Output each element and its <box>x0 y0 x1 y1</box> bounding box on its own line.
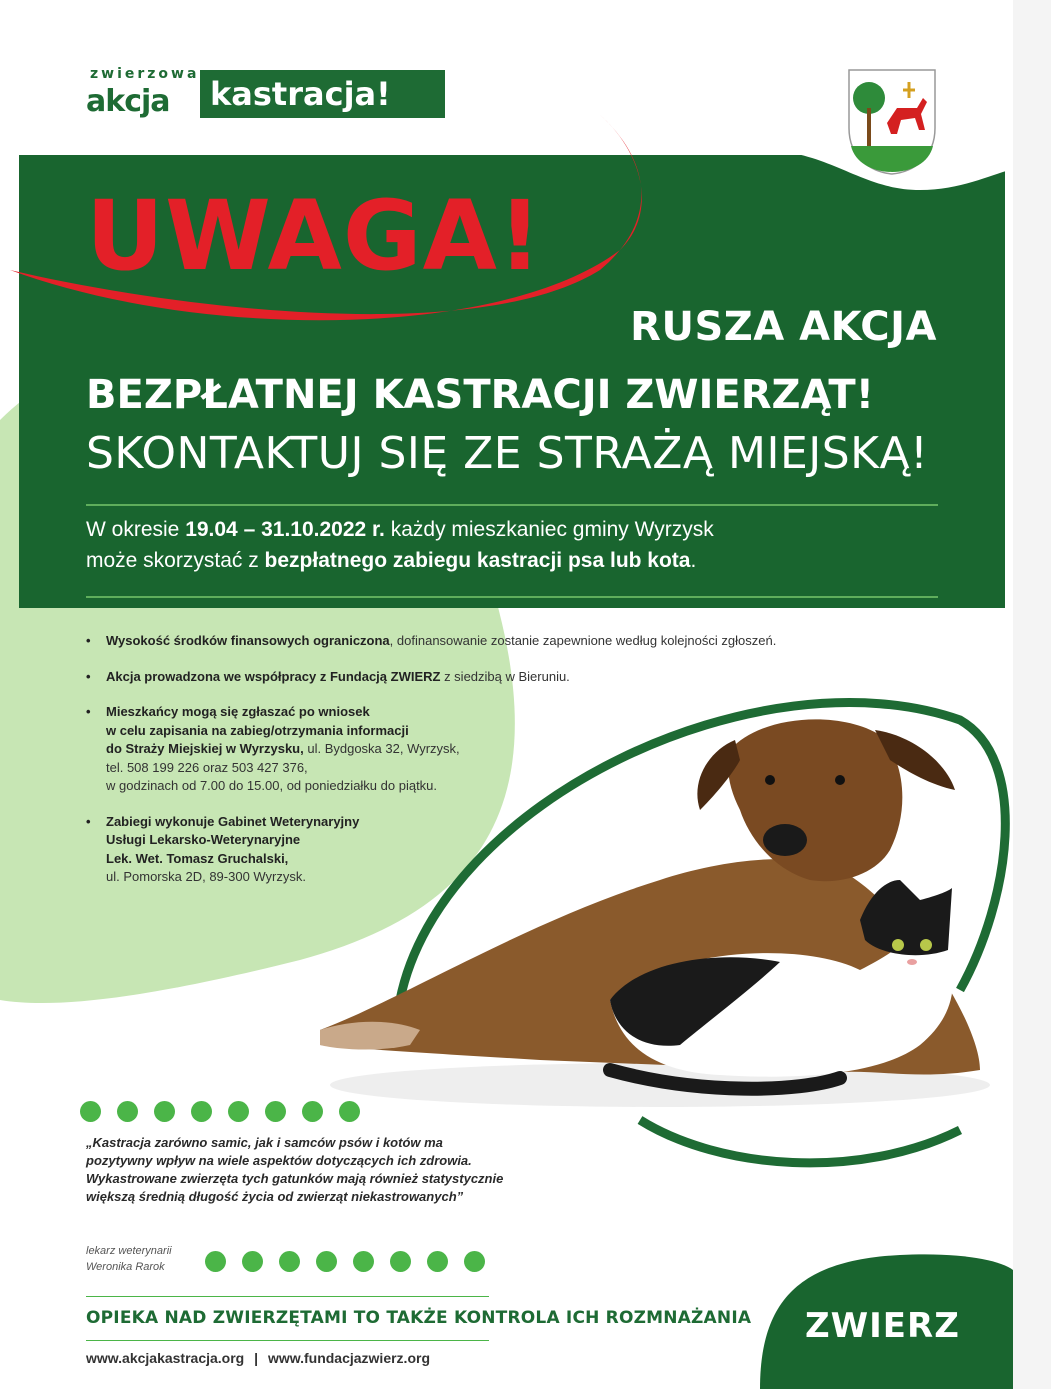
footer-divider-bottom <box>86 1340 489 1341</box>
headline-line1: RUSZA AKCJA <box>630 304 937 350</box>
zwierz-logo: ZWIERZ <box>805 1306 960 1346</box>
footer-urls <box>86 1350 430 1366</box>
dot-icon <box>339 1101 360 1122</box>
vet-quote: „Kastracja zarówno samic, jak i samców psów i kotów ma pozytywny wpływ na wiele aspektów dotyczących ich zdrowia. Wykastrowane zwierzęta tych gatunków mają również statystycznie większą średnią długość życia od zwierząt niekastrowanych” <box>86 1135 504 1204</box>
dot-icon <box>464 1251 485 1272</box>
bullet-bold: do Straży Miejskiej w Wyrzysku, <box>106 741 304 756</box>
intro-text-part: . <box>690 549 697 572</box>
divider-top <box>86 504 938 506</box>
bullet-bold: Usługi Lekarsko-Weterynaryjne <box>106 832 301 847</box>
intro-text-part: może skorzystać z <box>86 549 265 572</box>
bullet-text: w godzinach od 7.00 do 15.00, od poniedziałku do piątku. <box>106 778 438 793</box>
dot-icon <box>154 1101 175 1122</box>
dot-icon <box>316 1251 337 1272</box>
divider-bottom <box>86 596 938 598</box>
bullet-text: ul. Pomorska 2D, 89-300 Wyrzysk. <box>106 869 307 884</box>
bullet-item <box>86 632 926 651</box>
bullet-bold: Akcja prowadzona we współpracy z Fundacją ZWIERZ <box>106 668 441 684</box>
page-edge <box>1013 0 1051 1389</box>
headline-line2: BEZPŁATNEJ KASTRACJI ZWIERZĄT! <box>86 372 874 418</box>
dot-icon <box>302 1101 323 1122</box>
dot-icon <box>117 1101 138 1122</box>
coat-of-arms-icon <box>847 68 937 176</box>
green-swoosh-bottom <box>640 1120 960 1163</box>
intro-text <box>86 514 956 576</box>
bullet-bold: Wysokość środków finansowych ograniczona <box>106 633 390 648</box>
dot-icon <box>191 1101 212 1122</box>
dot-icon <box>205 1251 226 1272</box>
uwaga-title: UWAGA! <box>86 180 543 292</box>
bullet-text: ul. Bydgoska 32, Wyrzysk, <box>303 741 460 756</box>
logo-akcja-text: akcja <box>86 84 170 119</box>
dot-icon <box>80 1101 101 1122</box>
headline-line3: SKONTAKTUJ SIĘ ZE STRAŻĄ MIEJSKĄ! <box>86 428 929 479</box>
bullet-bold: Mieszkańcy mogą się zgłaszać po wniosek <box>106 704 370 719</box>
decorative-dots-bottom <box>205 1251 485 1272</box>
dot-icon <box>279 1251 300 1272</box>
author-name: Weronika Rarok <box>86 1261 165 1273</box>
author-role: lekarz weterynarii <box>86 1245 172 1257</box>
decorative-dots-top <box>80 1101 360 1122</box>
dot-icon <box>265 1101 286 1122</box>
bullet-text: tel. 508 199 226 oraz 503 427 376, <box>106 759 308 775</box>
footer-divider-top <box>86 1296 489 1297</box>
url-separator: | <box>254 1350 259 1366</box>
footer-slogan: OPIEKA NAD ZWIERZĘTAMI TO TAKŻE KONTROLA ICH ROZMNAŻANIA <box>86 1308 752 1328</box>
intro-text-part: każdy mieszkaniec gminy Wyrzysk <box>384 518 714 541</box>
dot-icon <box>390 1251 411 1272</box>
bullet-bold: Lek. Wet. Tomasz Gruchalski, <box>106 850 289 866</box>
quote-author <box>86 1243 172 1275</box>
intro-dates: 19.04 – 31.10.2022 r. <box>185 518 385 541</box>
dog-and-cat-image <box>280 700 1000 1120</box>
bullet-item <box>86 668 926 687</box>
dot-icon <box>242 1251 263 1272</box>
bullet-text: z siedzibą w Bieruniu. <box>440 668 570 684</box>
intro-bold-offer: bezpłatnego zabiegu kastracji psa lub kota <box>264 549 691 572</box>
logo-small-text: zwierzowa <box>90 66 200 82</box>
bullet-bold: w celu zapisania na zabieg/otrzymania informacji <box>106 722 409 738</box>
intro-text-part: W okresie <box>86 518 186 541</box>
dot-icon <box>427 1251 448 1272</box>
bullet-text: , dofinansowanie zostanie zapewnione według kolejności zgłoszeń. <box>389 633 777 648</box>
url-akcjakastracja[interactable]: www.akcjakastracja.org <box>86 1350 245 1366</box>
dot-icon <box>353 1251 374 1272</box>
url-fundacjazwierz[interactable]: www.fundacjazwierz.org <box>267 1350 430 1366</box>
dot-icon <box>228 1101 249 1122</box>
bullet-bold: Zabiegi wykonuje Gabinet Weterynaryjny <box>106 813 360 829</box>
logo-kastracja-text: kastracja! <box>210 75 391 113</box>
